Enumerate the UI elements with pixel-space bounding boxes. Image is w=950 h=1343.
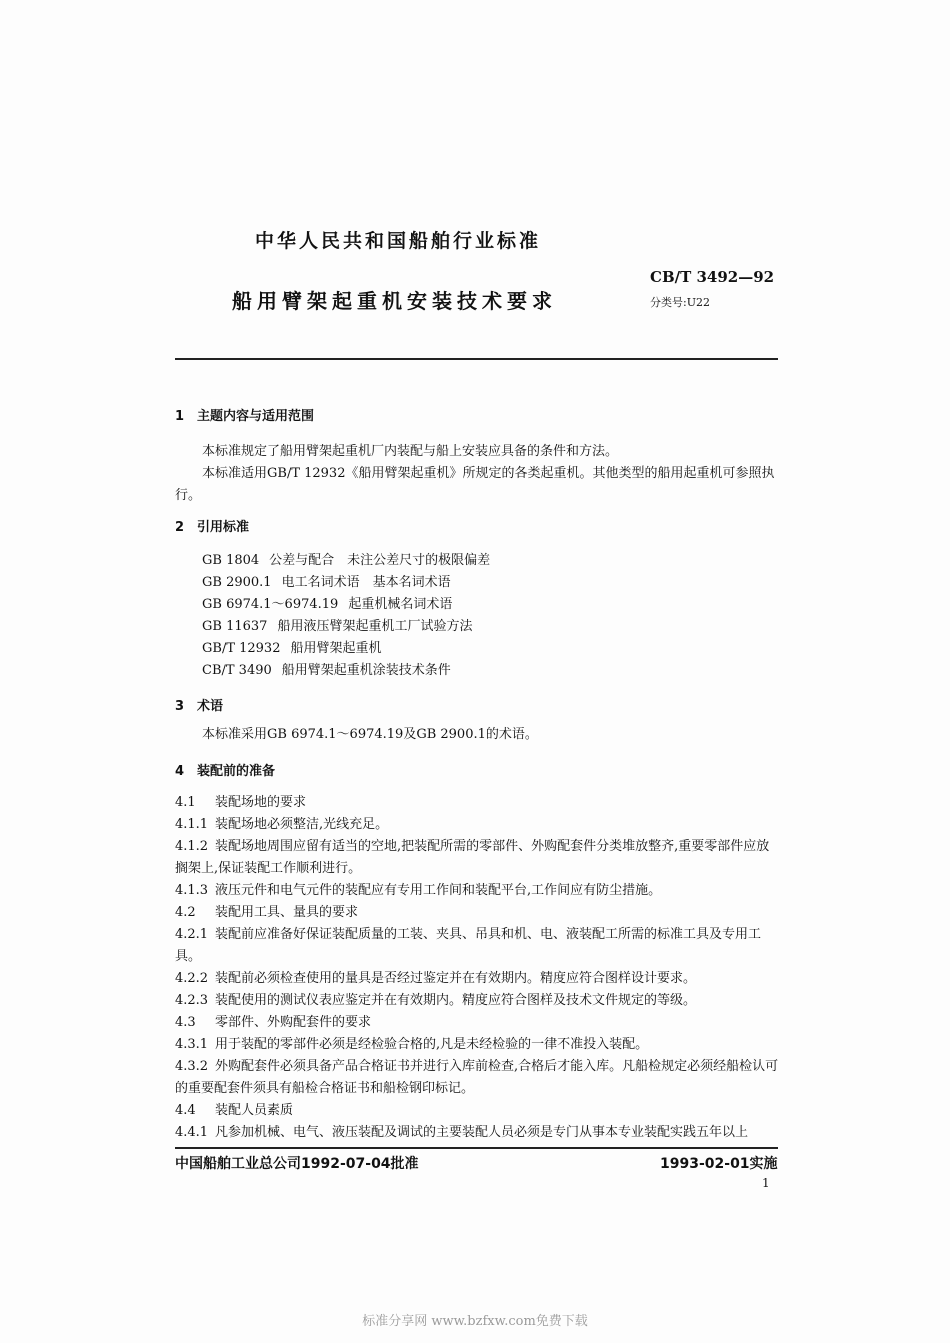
clause-number: 4.1 xyxy=(175,795,196,810)
clause-number: 4.1.3 xyxy=(175,883,209,898)
section-1-heading xyxy=(175,405,314,424)
clause-text: 装配人员素质 xyxy=(215,1103,294,1118)
reference-code: GB 11637 xyxy=(202,619,268,634)
reference-title: 起重机械名词术语 xyxy=(348,597,453,612)
clause-text: 装配使用的测试仪表应鉴定并在有效期内。精度应符合图样及技术文件规定的等级。 xyxy=(215,993,697,1008)
section-4-number: 4 xyxy=(175,764,185,779)
reference-title: 船用液压臂架起重机工厂试验方法 xyxy=(277,619,473,634)
clause xyxy=(175,1056,780,1100)
clause xyxy=(175,1100,780,1122)
clause-number: 4.4 xyxy=(175,1103,196,1118)
reference-item xyxy=(202,615,472,634)
clause xyxy=(175,924,780,968)
clause-text: 装配场地周围应留有适当的空地,把装配所需的零部件、外购配套件分类堆放整齐,重要零部件应放搁架上,保证装配工作顺利进行。 xyxy=(175,839,770,876)
header-divider xyxy=(175,358,778,360)
section-3-heading xyxy=(175,695,223,714)
clause-text: 装配场地必须整洁,光线充足。 xyxy=(215,817,389,832)
reference-title: 船用臂架起重机 xyxy=(290,641,382,656)
implementation-date: 1993-02-01实施 xyxy=(660,1156,778,1172)
section-2-number: 2 xyxy=(175,520,185,535)
section-2-title: 引用标准 xyxy=(197,520,250,535)
reference-code: GB/T 12932 xyxy=(202,641,281,656)
clause xyxy=(175,792,780,814)
site-watermark: 标准分享网 www.bzfxw.com免费下载 xyxy=(362,1314,588,1329)
reference-item xyxy=(202,637,382,656)
clause-text: 装配前必须检查使用的量具是否经过鉴定并在有效期内。精度应符合图样设计要求。 xyxy=(215,971,697,986)
reference-code: GB 2900.1 xyxy=(202,575,272,590)
standard-number: CB/T 3492—92 xyxy=(650,268,775,286)
clause-number: 4.4.1 xyxy=(175,1125,209,1140)
section-3-paragraph-1: 本标准采用GB 6974.1～6974.19及GB 2900.1的术语。 xyxy=(202,727,538,742)
section-1-title: 主题内容与适用范围 xyxy=(197,409,315,424)
clause-number: 4.2.2 xyxy=(175,971,209,986)
reference-title: 电工名词术语 基本名词术语 xyxy=(281,575,451,590)
clause xyxy=(175,1012,780,1034)
clause-text: 凡参加机械、电气、液压装配及调试的主要装配人员必须是专门从事本专业装配实践五年以上 xyxy=(215,1125,749,1140)
reference-item xyxy=(202,659,451,678)
org-title: 中华人民共和国船舶行业标准 xyxy=(255,230,542,252)
reference-title: 公差与配合 未注公差尺寸的极限偏差 xyxy=(269,553,491,568)
clause-text: 外购配套件必须具备产品合格证书并进行入库前检查,合格后才能入库。凡船检规定必须经船检认可的重要配套件须具有船检合格证书和船检钢印标记。 xyxy=(175,1059,779,1096)
section-4-title: 装配前的准备 xyxy=(197,764,276,779)
clause-number: 4.2 xyxy=(175,905,196,920)
clause-number: 4.3.1 xyxy=(175,1037,209,1052)
clause-text: 用于装配的零部件必须是经检验合格的,凡是未经检验的一律不准投入装配。 xyxy=(215,1037,649,1052)
clause-text: 装配用工具、量具的要求 xyxy=(215,905,359,920)
clause-number: 4.1.2 xyxy=(175,839,209,854)
clause-number: 4.2.1 xyxy=(175,927,209,942)
clause-text: 零部件、外购配套件的要求 xyxy=(215,1015,372,1030)
reference-title: 船用臂架起重机涂装技术条件 xyxy=(281,663,451,678)
clause-text: 液压元件和电气元件的装配应有专用工作间和装配平台,工作间应有防尘措施。 xyxy=(215,883,662,898)
reference-item xyxy=(202,593,452,612)
clause xyxy=(175,880,780,902)
reference-code: GB 6974.1～6974.19 xyxy=(202,597,339,612)
section-3-title: 术语 xyxy=(197,699,224,714)
approval-line: 中国船舶工业总公司1992-07-04批准 xyxy=(175,1156,419,1172)
reference-code: GB 1804 xyxy=(202,553,260,568)
section-3-number: 3 xyxy=(175,699,185,714)
section-4-heading xyxy=(175,760,275,779)
section-1-paragraph-2: 本标准适用GB/T 12932《船用臂架起重机》所规定的各类起重机。其他类型的船用起重机可参照执行。 xyxy=(175,466,775,503)
clause-number: 4.3 xyxy=(175,1015,196,1030)
clause xyxy=(175,1034,780,1056)
reference-code: CB/T 3490 xyxy=(202,663,272,678)
clause xyxy=(175,836,780,880)
reference-item xyxy=(202,571,451,590)
clause xyxy=(175,814,780,836)
clause xyxy=(175,990,780,1012)
clause-number: 4.2.3 xyxy=(175,993,209,1008)
clause-text: 装配场地的要求 xyxy=(215,795,307,810)
clause xyxy=(175,968,780,990)
page-number: 1 xyxy=(762,1176,770,1190)
reference-item xyxy=(202,549,490,568)
footer-divider xyxy=(175,1147,778,1149)
clause-text: 装配前应准备好保证装配质量的工装、夹具、吊具和机、电、液装配工所需的标准工具及专用工具。 xyxy=(175,927,762,964)
section-1-paragraph-1: 本标准规定了船用臂架起重机厂内装配与船上安装应具备的条件和方法。 xyxy=(202,444,619,459)
clause-number: 4.3.2 xyxy=(175,1059,209,1074)
clause xyxy=(175,902,780,924)
section-2-heading xyxy=(175,516,249,535)
section-1-number: 1 xyxy=(175,409,185,424)
document-title: 船用臂架起重机安装技术要求 xyxy=(232,289,557,313)
clause xyxy=(175,1122,780,1144)
classification-code: 分类号:U22 xyxy=(650,296,710,309)
clause-number: 4.1.1 xyxy=(175,817,209,832)
